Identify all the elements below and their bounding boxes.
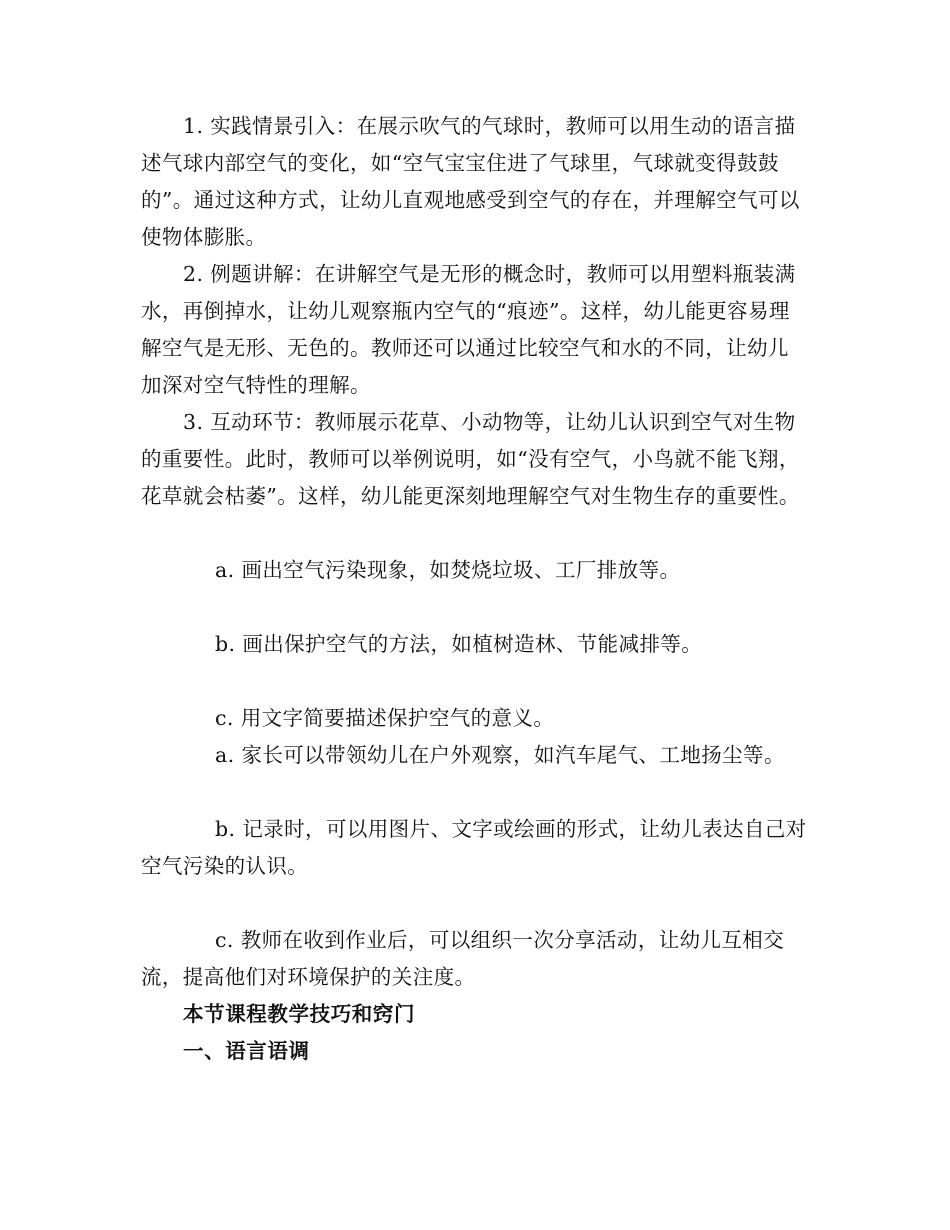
list2-item-c: c. 教师在收到作业后，可以组织一次分享活动，让幼儿互相交流，提高他们对环境保护的关注度。	[141, 928, 785, 989]
list1-item-a: a. 画出空气污染现象，如焚烧垃圾、工厂排放等。	[215, 558, 681, 582]
paragraph-example-explanation: 2. 例题讲解：在讲解空气是无形的概念时，教师可以用塑料瓶装满水，再倒掉水，让幼儿观察瓶内空气的“痕迹”。这样，幼儿能更容易理解空气是无形、无色的。教师还可以通过比较空气和水的不同，让幼儿加深对空气特性的理解。	[141, 262, 796, 397]
paragraph-interaction: 3. 互动环节：教师展示花草、小动物等，让幼儿认识到空气对生物的重要性。此时，教师可以举例说明，如“没有空气，小鸟就不能飞翔，花草就会枯萎”。这样，幼儿能更深刻地理解空气对生物生存的重要性。	[141, 410, 800, 508]
list1-item-c: c. 用文字简要描述保护空气的意义。	[215, 706, 555, 730]
section-heading: 本节课程教学技巧和窍门	[183, 1002, 416, 1026]
subsection-heading: 一、语言语调	[183, 1039, 310, 1063]
list1-item-b: b. 画出保护空气的方法，如植树造林、节能减排等。	[215, 632, 703, 656]
list2-item-b: b. 记录时，可以用图片、文字或绘画的形式，让幼儿表达自己对空气污染的认识。	[141, 817, 807, 878]
paragraph-practice-intro: 1. 实践情景引入：在展示吹气的气球时，教师可以用生动的语言描述气球内部空气的变化，如“空气宝宝住进了气球里，气球就变得鼓鼓的”。通过这种方式，让幼儿直观地感受到空气的存在，并理解空气可以使物体膨胀。	[141, 114, 800, 249]
list2-item-a: a. 家长可以带领幼儿在户外观察，如汽车尾气、工地扬尘等。	[215, 743, 785, 767]
